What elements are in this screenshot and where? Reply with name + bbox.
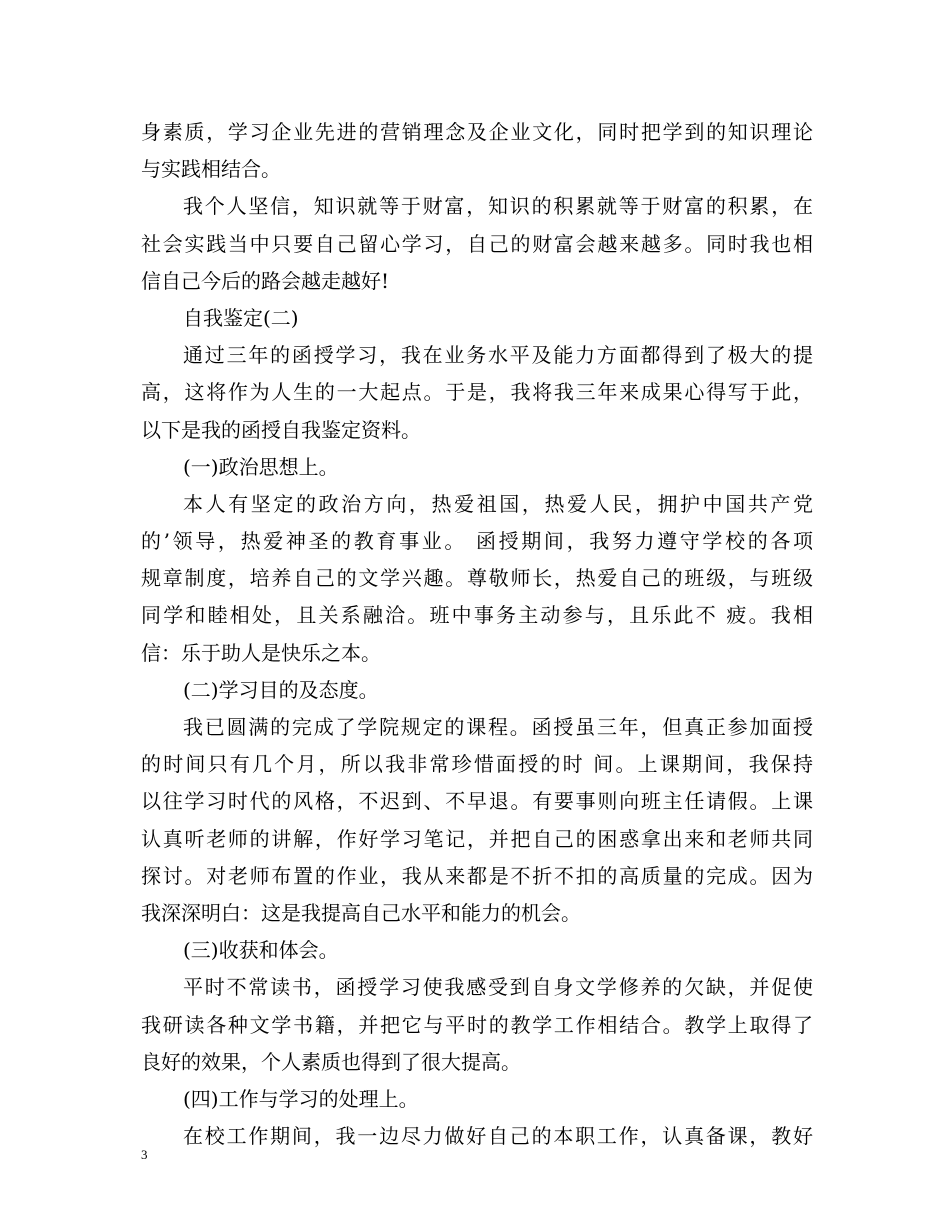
text-line: 平时不常读书，函授学习使我感受到自身文学修养的欠缺，并促使 — [183, 975, 813, 1000]
body-text — [141, 114, 813, 1155]
text-line: 高，这将作为人生的一大起点。于是，我将我三年来成果心得写于此， — [141, 380, 813, 405]
text-line: 身素质，学习企业先进的营销理念及企业文化，同时把学到的知识理论 — [141, 120, 813, 144]
text-line: 认真听老师的讲解，作好学习笔记，并把自己的困惑拿出来和老师共同 — [141, 826, 813, 851]
text-line: 通过三年的函授学习，我在业务水平及能力方面都得到了极大的提 — [183, 343, 813, 368]
text-line: 与实践相结合。 — [141, 157, 281, 182]
text-line: (三)收获和体会。 — [183, 938, 339, 963]
text-line: (一)政治思想上。 — [183, 454, 339, 479]
text-line: 的时间只有几个月，所以我非常珍惜面授的时 间。上课期间，我保持 — [141, 752, 813, 777]
text-line: 信自己今后的路会越走越好! — [141, 268, 390, 293]
text-line: 的’领导，热爱神圣的教育事业。 函授期间，我努力遵守学校的各项 — [141, 529, 813, 554]
text-line: 规章制度，培养自己的文学兴趣。尊敬师长，热爱自己的班级，与班级 — [141, 566, 813, 591]
text-line: 我研读各种文学书籍，并把它与平时的教学工作相结合。教学上取得了 — [141, 1012, 813, 1037]
text-line: (二)学习目的及态度。 — [183, 677, 379, 702]
text-line: 社会实践当中只要自己留心学习，自己的财富会越来越多。同时我也相 — [141, 231, 813, 256]
text-line: 探讨。对老师布置的作业，我从来都是不折不扣的高质量的完成。因为 — [141, 863, 813, 888]
text-line: 以下是我的函授自我鉴定资料。 — [141, 417, 421, 442]
text-line: 我已圆满的完成了学院规定的课程。函授虽三年，但真正参加面授 — [183, 715, 813, 739]
text-line: 信：乐于助人是快乐之本。 — [141, 640, 381, 665]
text-line: 在校工作期间，我一边尽力做好自己的本职工作，认真备课，教好 — [183, 1124, 813, 1149]
text-line: 良好的效果，个人素质也得到了很大提高。 — [141, 1049, 521, 1074]
text-line: 我深深明白：这是我提高自己水平和能力的机会。 — [141, 900, 581, 925]
text-line: 本人有坚定的政治方向，热爱祖国，热爱人民，拥护中国共产党 — [183, 491, 813, 516]
page-number: 3 — [141, 1147, 148, 1162]
text-line: 自我鉴定(二) — [183, 305, 299, 330]
text-line: 以往学习时代的风格，不迟到、不早退。有要事则向班主任请假。上课 — [141, 789, 813, 814]
text-line: 我个人坚信，知识就等于财富，知识的积累就等于财富的积累，在 — [183, 194, 813, 219]
text-line: 同学和睦相处，且关系融洽。班中事务主动参与，且乐此不 疲。我相 — [141, 603, 813, 628]
text-line: (四)工作与学习的处理上。 — [183, 1086, 419, 1111]
